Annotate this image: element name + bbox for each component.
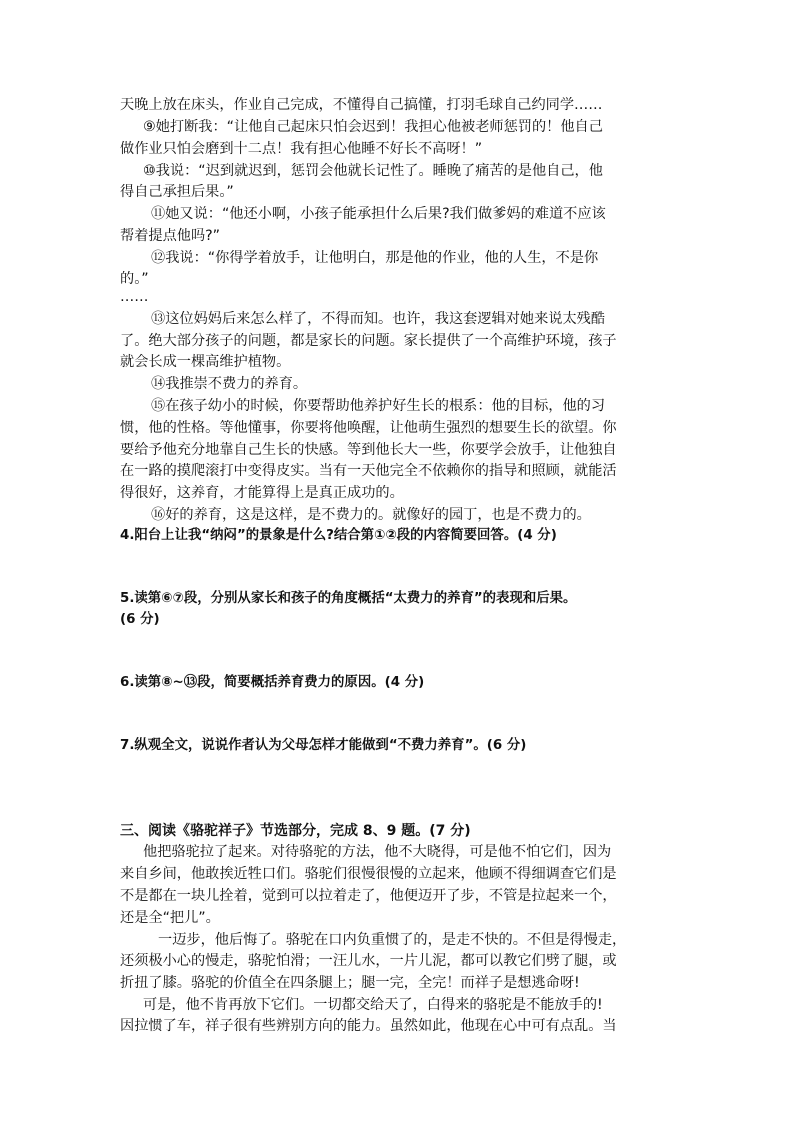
- section-3-paragraph-2-line: 还须极小心的慢走，骆驼怕滑；一汪儿水，一片儿泥，都可以教它们劈了腿，或: [120, 953, 617, 969]
- ellipsis-line: ……: [120, 289, 149, 305]
- paragraph-13-line: 就会长成一棵高维护植物。: [120, 354, 291, 370]
- paragraph-15-line: 在一路的摸爬滚打中变得皮实。当有一天他完全不依赖你的指导和照顾，就能活: [120, 463, 617, 479]
- section-3-paragraph-2-line: 一迈步，他后悔了。骆驼在口内负重惯了的，是走不快的。不但是得慢走，: [158, 932, 627, 948]
- question-5-line: (6 分): [120, 612, 160, 627]
- section-3-paragraph-3-line: 因拉惯了车，祥子很有些辨别方向的能力。虽然如此，他现在心中可有点乱。当: [120, 1018, 617, 1034]
- paragraph-10-line: ⑩我说：“迟到就迟到，惩罚会他就长记性了。睡晚了痛苦的是他自己，他: [143, 163, 603, 179]
- paragraph-15-line: ⑮在孩子幼小的时候，你要帮助他养护好生长的根系：他的目标，他的习: [151, 398, 606, 414]
- section-3-paragraph-1-line: 他把骆驼拉了起来。对待骆驼的方法，他不大晓得，可是他不怕它们，因为: [143, 844, 612, 860]
- paragraph-12-line: 的。”: [120, 271, 149, 287]
- section-3-paragraph-1-line: 不是都在一块儿拴着，觉到可以拉着走了，他便迈开了步，不管是拉起来一个，: [120, 888, 617, 904]
- question-5-line: 5.读第⑥⑦段，分别从家长和孩子的角度概括“太费力的养育”的表现和后果。: [120, 591, 577, 606]
- question-4: 4.阳台上让我“纳闷”的景象是什么?结合第①②段的内容简要回答。(4 分): [120, 528, 557, 543]
- paragraph-15-line: 惯，他的性格。等他懂事，你要将他唤醒，让他萌生强烈的想要生长的欲望。你: [120, 420, 617, 436]
- paragraph-11-line: 帮着提点他吗?”: [120, 228, 221, 244]
- question-6: 6.读第⑧~⑬段，简要概括养育费力的原因。(4 分): [120, 675, 425, 690]
- paragraph-13-line: 了。绝大部分孩子的问题，都是家长的问题。家长提供了一个高维护环境，孩子: [120, 333, 617, 349]
- section-3-heading: 三、阅读《骆驼祥子》节选部分，完成 8、9 题。(7 分): [120, 823, 471, 839]
- section-3-paragraph-1-line: 来自乡间，他敢挨近牲口们。骆驼们很慢很慢的立起来，他顾不得细调查它们是: [120, 866, 617, 882]
- paragraph-15-line: 要给予他充分地靠自己生长的快感。等到他长大一些，你要学会放手，让他独自: [120, 442, 617, 458]
- paragraph-16-line: ⑯好的养育，这是这样，是不费力的。就像好的园丁，也是不费力的。: [151, 507, 591, 523]
- section-3-paragraph-3-line: 可是，他不肯再放下它们。一切都交给天了，白得来的骆驼是不能放手的!: [143, 997, 603, 1013]
- section-3-paragraph-2-line: 折扭了膝。骆驼的价值全在四条腿上；腿一完，全完！而祥子是想逃命呀!: [120, 975, 580, 991]
- paragraph-14-line: ⑭我推崇不费力的养育。: [151, 376, 308, 392]
- paragraph-10-line: 得自己承担后果。”: [120, 184, 234, 200]
- paragraph-13-line: ⑬这位妈妈后来怎么样了，不得而知。也许，我这套逻辑对她来说太残酷: [151, 311, 606, 327]
- section-3-paragraph-1-line: 还是全“把儿”。: [120, 910, 220, 926]
- paragraph-15-line: 得很好，这养育，才能算得上是真正成功的。: [120, 485, 404, 501]
- paragraph-9-line: ⑨她打断我：“让他自己起床只怕会迟到！我担心他被老师惩罚的！他自己: [143, 119, 603, 135]
- paragraph-11-line: ⑪她又说：“他还小啊，小孩子能承担什么后果?我们做爹妈的难道不应该: [151, 206, 606, 222]
- paragraph-9-line: 做作业只怕会磨到十二点！我有担心他睡不好长不高呀！”: [120, 141, 483, 157]
- question-7: 7.纵观全文，说说作者认为父母怎样才能做到“不费力养育”。(6 分): [120, 738, 527, 753]
- paragraph-12-line: ⑫我说：“你得学着放手，让他明白，那是他的作业，他的人生，不是你: [151, 250, 599, 266]
- text-line: 天晚上放在床头，作业自己完成，不懂得自己搞懂，打羽毛球自己约同学……: [120, 97, 603, 113]
